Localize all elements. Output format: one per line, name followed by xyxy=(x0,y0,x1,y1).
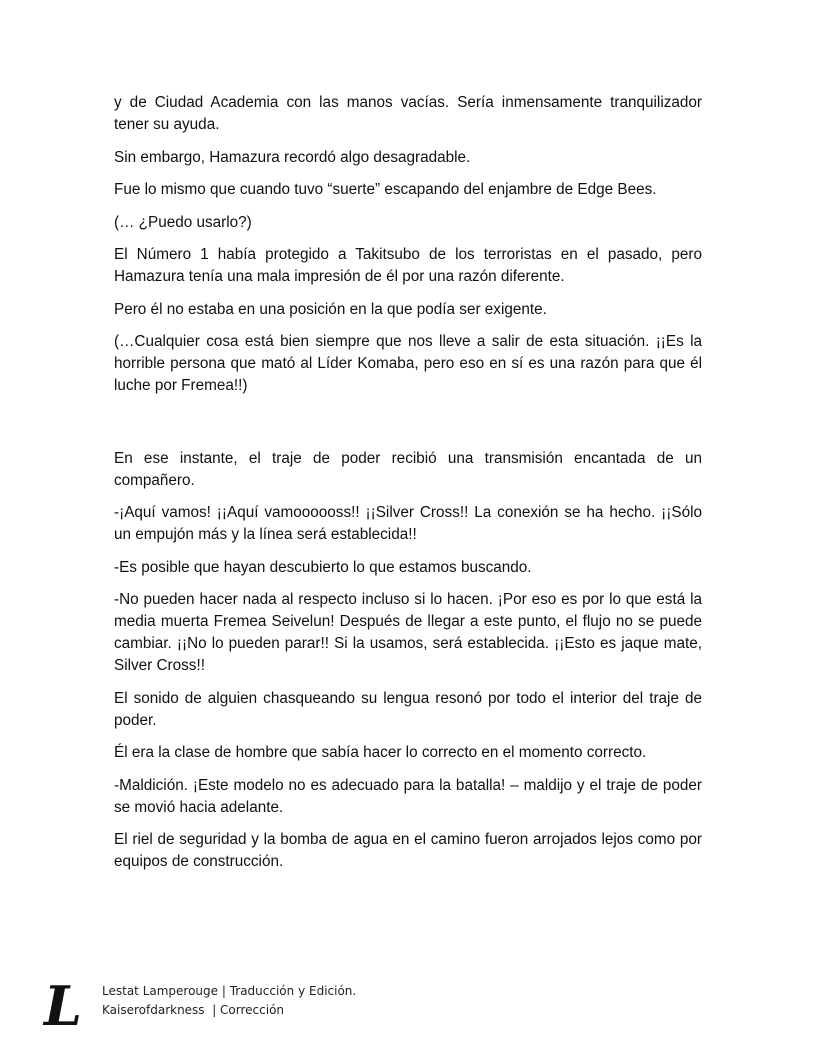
paragraph: -¡Aquí vamos! ¡¡Aquí vamoooooss!! ¡¡Silver Cross!! La conexión se ha hecho. ¡¡Sólo un empujón más y la línea será establecida!! xyxy=(114,504,702,543)
paragraph: y de Ciudad Academia con las manos vacías. Sería inmensamente tranquilizador tener su ayuda. xyxy=(114,94,702,133)
paragraph: El sonido de alguien chasqueando su lengua resonó por todo el interior del traje de poder. xyxy=(114,689,702,729)
paragraph: -Maldición. ¡Este modelo no es adecuado para la batalla! – maldijo y el traje de poder se movió hacia adelante. xyxy=(114,776,702,816)
paragraph: Sin embargo, Hamazura recordó algo desagradable. xyxy=(114,148,471,166)
body-text xyxy=(114,92,702,884)
page-footer xyxy=(40,974,460,1038)
paragraph: Pero él no estaba en una posición en la que podía ser exigente. xyxy=(114,300,547,318)
paragraph: -No pueden hacer nada al respecto incluso si lo hacen. ¡Por eso es por lo que está la media muerta Fremea Seivelun! Después de llegar a este punto, el flujo no se puede cambiar. ¡¡No lo pueden parar!! Si la usamos, será establecida. ¡¡Esto es jaque mate, Silver Cross!! xyxy=(114,591,702,674)
paragraph: Él era la clase de hombre que sabía hacer lo correcto en el momento correcto. xyxy=(114,744,647,761)
paragraph: El riel de seguridad y la bomba de agua en el camino fueron arrojados lejos como por equipos de construcción. xyxy=(114,831,702,870)
paragraph: -Es posible que hayan descubierto lo que estamos buscando. xyxy=(114,558,532,576)
credit-line-correction: Kaiserofdarkness | Corrección xyxy=(102,1003,285,1017)
paragraph: En ese instante, el traje de poder recibió una transmisión encantada de un compañero. xyxy=(114,449,702,489)
paragraph: El Número 1 había protegido a Takitsubo de los terroristas en el pasado, pero Hamazura tenía una mala impresión de él por una razón diferente. xyxy=(114,246,702,285)
paragraph: (… ¿Puedo usarlo?) xyxy=(114,213,252,231)
footer-credits xyxy=(102,982,356,1020)
paragraph: (…Cualquier cosa está bien siempre que nos lleve a salir de esta situación. ¡¡Es la horrible persona que mató al Líder Komaba, pero eso en sí es una razón para que él luche por Fremea!!) xyxy=(114,333,702,394)
paragraph: Fue lo mismo que cuando tuvo “suerte” escapando del enjambre de Edge Bees. xyxy=(114,181,657,198)
section-gap xyxy=(114,408,702,448)
credit-line-translation: Lestat Lamperouge | Traducción y Edición. xyxy=(102,984,357,998)
l-logo-icon: L xyxy=(44,974,82,1038)
